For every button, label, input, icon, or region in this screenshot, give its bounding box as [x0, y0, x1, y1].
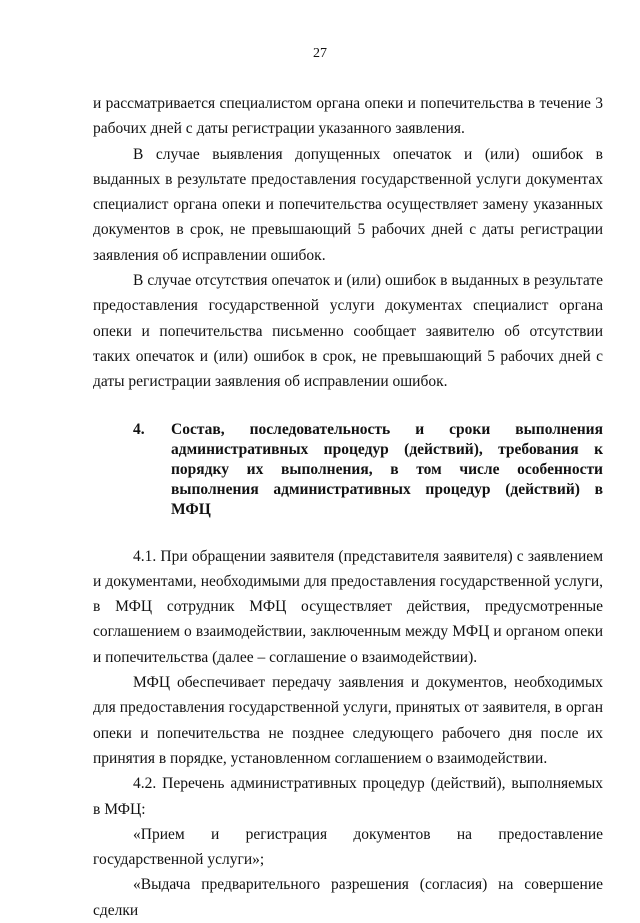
section-title: Состав, последовательность и сроки выполнения административных процедур (действий), требования к порядку их выполнения, в том числе особенности выполнения административных процедур (действий) в МФЦ	[171, 420, 603, 518]
paragraph: 4.2. Перечень административных процедур (действий), выполняемых в МФЦ:	[93, 775, 603, 818]
page-number: 27	[313, 46, 327, 61]
paragraph: В случае отсутствия опечаток и (или) ошибок в выданных в результате предоставления государственной услуги документах специалист органа опеки и попечительства письменно сообщает заявителю об отсутствии таких опечаток и (или) ошибок в срок, не превышающий 5 рабочих дней с даты регистрации заявления об исправлении ошибок.	[93, 272, 603, 391]
paragraph: В случае выявления допущенных опечаток и (или) ошибок в выданных в результате предоставления государственной услуги документах специалист органа опеки и попечительства осуществляет замену указанных документов в срок, не превышающий 5 рабочих дней с даты регистрации заявления об исправлении ошибок.	[93, 145, 603, 264]
paragraph: МФЦ обеспечивает передачу заявления и документов, необходимых для предоставления государственной услуги, принятых от заявителя, в орган опеки и попечительства не позднее следующего рабочего дня после их принятия в порядке, установленном соглашением о взаимодействии.	[93, 674, 603, 767]
section-number: 4.	[133, 420, 145, 438]
document-body	[93, 91, 603, 923]
paragraph: «Выдача предварительного разрешения (согласия) на совершение сделки	[93, 876, 603, 919]
paragraph: 4.1. При обращении заявителя (представителя заявителя) с заявлением и документами, необходимыми для предоставления государственной услуги, в МФЦ сотрудник МФЦ осуществляет действия, предусмотренные соглашением о взаимодействии, заключенным между МФЦ и органом опеки и попечительства (далее – соглашение о взаимодействии).	[93, 547, 603, 666]
paragraph: «Прием и регистрация документов на предоставление государственной услуги»;	[93, 825, 603, 869]
section-heading	[93, 420, 603, 520]
paragraph: и рассматривается специалистом органа опеки и попечительства в течение 3 рабочих дней с даты регистрации указанного заявления.	[93, 95, 603, 138]
